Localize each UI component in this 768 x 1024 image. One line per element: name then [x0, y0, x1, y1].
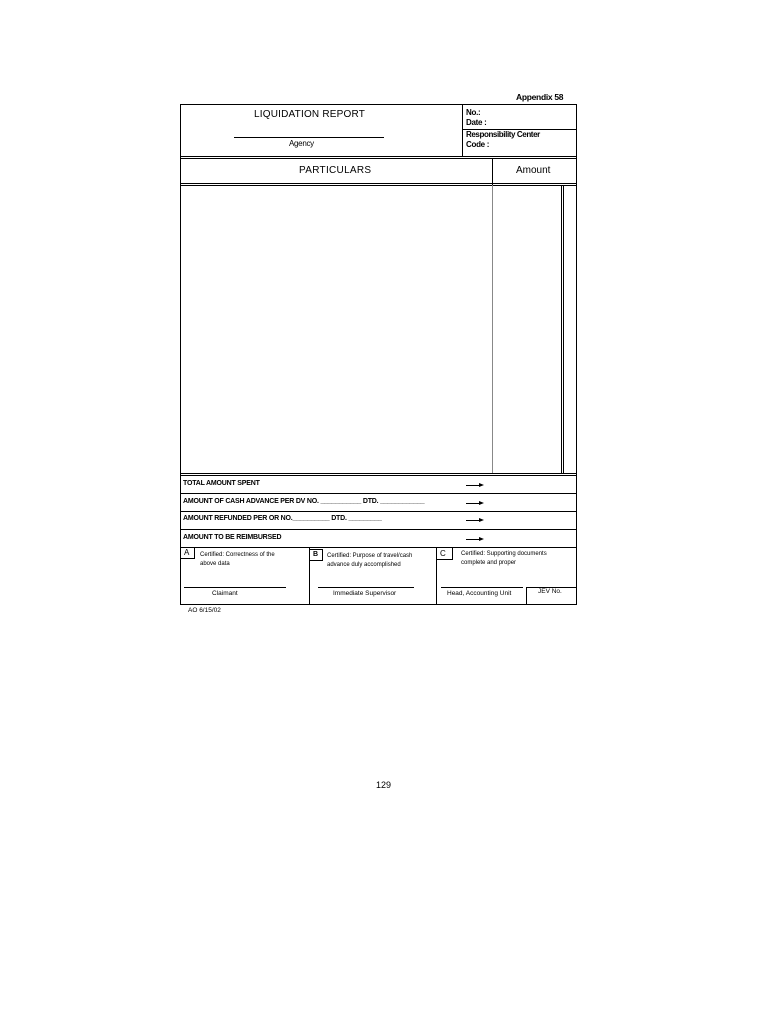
amount-reimbursed-value[interactable]: [493, 530, 576, 546]
amount-column-inner-rule-2: [563, 185, 564, 474]
ao-reference: AO 6/15/02: [188, 607, 221, 614]
jev-no-label: JEV No.: [538, 588, 562, 595]
particulars-heading: PARTICULARS: [299, 165, 372, 176]
arrow-right-icon: [466, 536, 484, 542]
accounting-head-signature-line[interactable]: [441, 587, 523, 588]
claimant-signature-line[interactable]: [184, 587, 286, 588]
cert-c-text-2: complete and proper: [461, 560, 517, 566]
particulars-entry-area[interactable]: [181, 186, 491, 473]
immediate-supervisor-label: Immediate Supervisor: [333, 590, 397, 597]
cert-a-text-1: Certified: Correctness of the: [200, 552, 275, 558]
amount-refunded-value[interactable]: [493, 512, 576, 528]
head-accounting-unit-label: Head, Accounting Unit: [447, 590, 512, 597]
form-title: LIQUIDATION REPORT: [254, 109, 366, 120]
claimant-label: Claimant: [212, 590, 238, 597]
totals-bottom-rule: [180, 547, 577, 548]
code-label[interactable]: Code :: [466, 140, 490, 149]
cert-b-letter: B: [313, 551, 319, 558]
header-rule-2: [180, 158, 577, 159]
total-amount-spent-value[interactable]: [493, 476, 576, 492]
header-divider: [462, 104, 463, 157]
amount-column-divider: [492, 158, 493, 185]
cert-a-letter: A: [184, 548, 190, 557]
cert-b-text-1: Certified: Purpose of travel/cash: [327, 553, 413, 559]
amount-heading: Amount: [516, 165, 551, 176]
arrow-right-icon: [466, 517, 484, 523]
cash-advance-value[interactable]: [493, 494, 576, 510]
cert-c-letter: C: [440, 549, 446, 558]
amount-reimbursed-label: AMOUNT TO BE REIMBURSED: [183, 534, 282, 541]
amount-entry-area[interactable]: [493, 186, 560, 473]
amount-refunded-label[interactable]: AMOUNT REFUNDED PER OR NO.__________ DTD. _________: [183, 515, 382, 522]
supervisor-signature-line[interactable]: [318, 587, 414, 588]
header-rule-1: [180, 156, 577, 157]
arrow-right-icon: [466, 482, 484, 488]
total-amount-spent-label: TOTAL AMOUNT SPENT: [183, 480, 260, 487]
date-label[interactable]: Date :: [466, 118, 487, 127]
agency-line[interactable]: [234, 137, 384, 138]
cash-advance-label[interactable]: AMOUNT OF CASH ADVANCE PER DV NO. ___________ DTD. ____________: [183, 498, 425, 505]
agency-label: Agency: [289, 139, 314, 148]
arrow-right-icon: [466, 500, 484, 506]
totals-top-rule: [180, 473, 577, 474]
column-header-bottom: [180, 183, 577, 184]
page-number: 129: [376, 780, 392, 790]
cert-c-text-1: Certified: Supporting documents: [461, 551, 547, 557]
cert-b-text-2: advance duly accomplished: [327, 562, 401, 568]
amount-column-inner-rule: [561, 185, 562, 474]
responsibility-center-label[interactable]: Responsibility Center: [466, 130, 540, 139]
appendix-label: Appendix 58: [516, 92, 564, 102]
cert-a-text-2: above data: [200, 561, 230, 567]
no-label[interactable]: No.:: [466, 108, 481, 117]
